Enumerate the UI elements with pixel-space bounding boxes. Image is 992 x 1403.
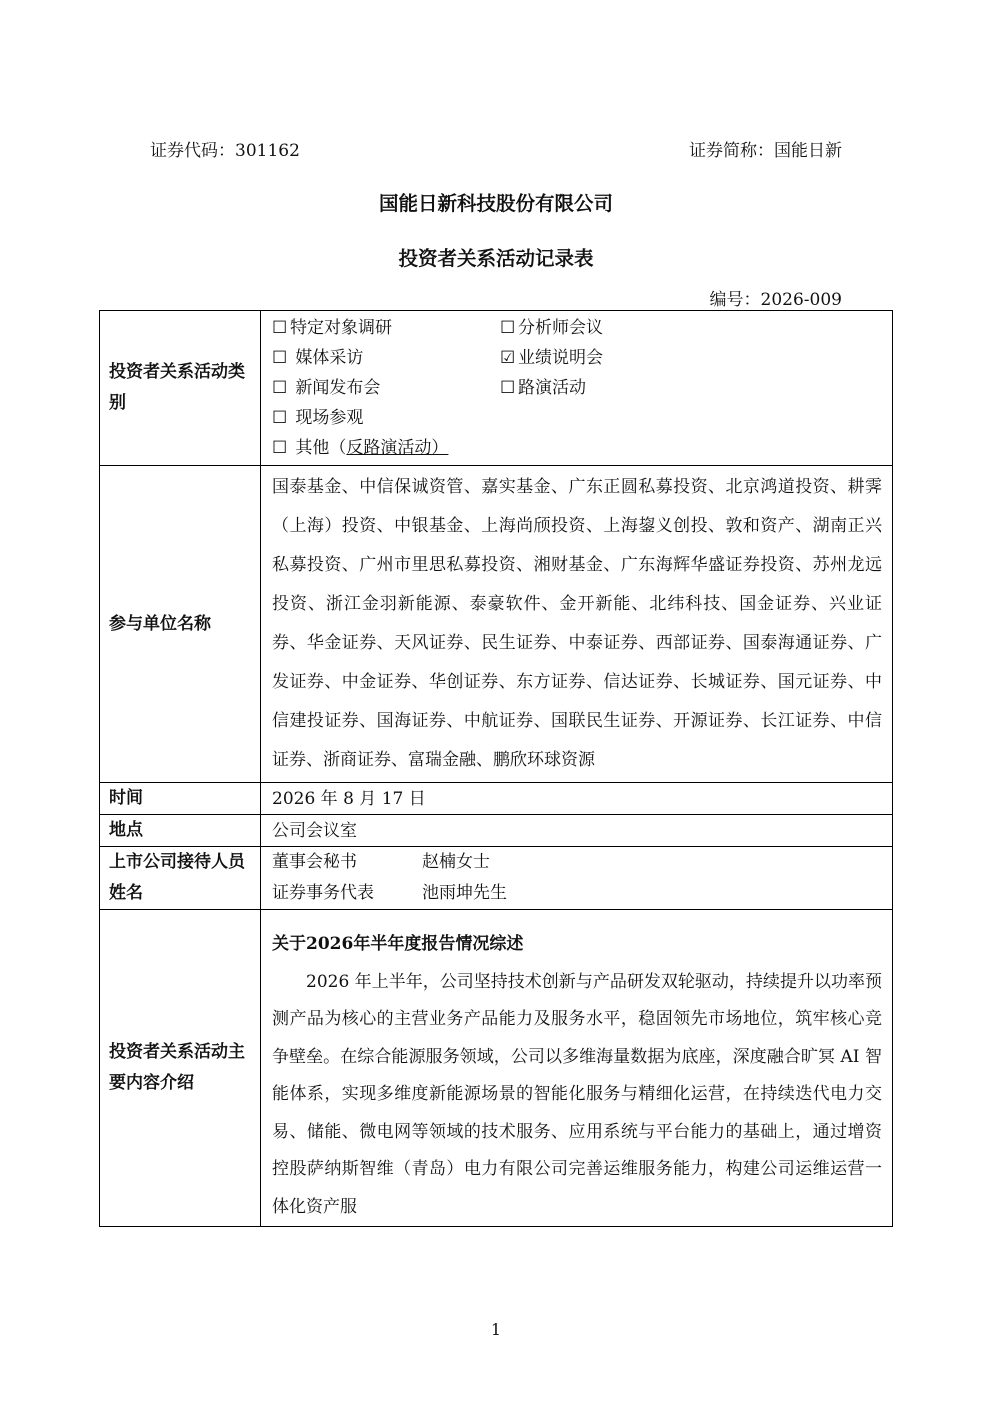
record-table xyxy=(99,310,893,1227)
staff-row xyxy=(272,878,882,909)
label-activity-type: 投资者关系活动类别 xyxy=(100,311,261,466)
label-time: 时间 xyxy=(100,783,261,815)
checkbox-special-research[interactable]: ☐ 特定对象调研 xyxy=(272,313,500,343)
content-paragraph: 2026 年上半年，公司坚持技术创新与产品研发双轮驱动，持续提升以功率预测产品为核心的主营业务产品能力及服务水平，稳固领先市场地位，筑牢核心竞争壁垒。在综合能源服务领域，公司以多维海量数据为底座，深度融合旷冥 AI 智能体系，实现多维度新能源场景的智能化服务与精细化运营，在持续迭代电力交易、储能、微电网等领域的技术服务、应用系统与平台能力的基础上，通过增资控股萨纳斯智维（青岛）电力有限公司完善运维服务能力，构建公司运维运营一体化资产服 xyxy=(272,971,882,1217)
checkbox-checked-icon: ☑ xyxy=(500,348,516,368)
content-subheading: 关于2026年半年度报告情况综述 xyxy=(272,934,524,954)
participants-list: 国泰基金、中信保诚资管、嘉实基金、广东正圆私募投资、北京鸿道投资、耕霁（上海）投资、中银基金、上海尚颀投资、上海鋆义创投、敦和资产、湖南正兴私募投资、广州市里思私募投资、湘财基金、广东海辉华盛证券投资、苏州龙远投资、浙江金羽新能源、泰豪软件、金开新能、北纬科技、国金证券、兴业证券、华金证券、天风证券、民生证券、中泰证券、西部证券、国泰海通证券、广发证券、中金证券、华创证券、东方证券、信达证券、长城证券、国元证券、中信建投证券、国海证券、中航证券、国联民生证券、开源证券、长江证券、中信证券、浙商证券、富瑞金融、鹏欣环球资源 xyxy=(272,477,882,770)
other-activity-text: 反路演活动） xyxy=(346,438,449,458)
checkbox-media-interview[interactable]: ☐ 媒体采访 xyxy=(272,343,500,373)
company-title: 国能日新科技股份有限公司 xyxy=(378,192,613,215)
activity-type-options xyxy=(261,311,893,466)
security-short-name: 证券简称：国能日新 xyxy=(689,141,842,161)
checkbox-icon: ☐ xyxy=(272,408,288,428)
time-value: 2026 年 8 月 17 日 xyxy=(261,783,893,815)
checkbox-icon: ☐ xyxy=(272,348,288,368)
staff-list xyxy=(261,847,893,910)
staff-role: 董事会秘书 xyxy=(272,852,357,872)
row-time xyxy=(100,783,893,815)
label-location: 地点 xyxy=(100,815,261,847)
staff-role: 证券事务代表 xyxy=(272,883,374,903)
checkbox-analyst-meeting[interactable]: ☐ 分析师会议 xyxy=(500,313,800,343)
checkbox-icon: ☐ xyxy=(272,438,288,458)
checkbox-icon: ☐ xyxy=(272,318,288,338)
checkbox-roadshow[interactable]: ☐ 路演活动 xyxy=(500,373,800,403)
staff-name: 赵楠女士 xyxy=(422,852,490,872)
row-location xyxy=(100,815,893,847)
label-participants: 参与单位名称 xyxy=(100,466,261,783)
label-content: 投资者关系活动主要内容介绍 xyxy=(100,910,261,1227)
checkbox-icon: ☐ xyxy=(500,318,516,338)
location-value: 公司会议室 xyxy=(261,815,893,847)
security-code: 证券代码：301162 xyxy=(150,141,300,161)
checkbox-icon: ☐ xyxy=(272,378,288,398)
row-staff xyxy=(100,847,893,910)
checkbox-earnings-briefing[interactable]: ☑ 业绩说明会 xyxy=(500,343,800,373)
row-participants xyxy=(100,466,893,783)
checkbox-other[interactable]: ☐ 其他（反路演活动） xyxy=(272,433,500,463)
checkbox-icon: ☐ xyxy=(500,378,516,398)
checkbox-press-conference[interactable]: ☐ 新闻发布会 xyxy=(272,373,500,403)
document-title: 投资者关系活动记录表 xyxy=(398,247,594,270)
row-activity-type xyxy=(100,311,893,466)
page-number: 1 xyxy=(490,1320,502,1339)
label-staff: 上市公司接待人员姓名 xyxy=(100,847,261,910)
document-number: 编号：2026-009 xyxy=(709,290,842,310)
staff-name: 池雨坤先生 xyxy=(422,883,507,903)
staff-row xyxy=(272,847,882,878)
row-content xyxy=(100,910,893,1227)
checkbox-site-visit[interactable]: ☐ 现场参观 xyxy=(272,403,500,433)
